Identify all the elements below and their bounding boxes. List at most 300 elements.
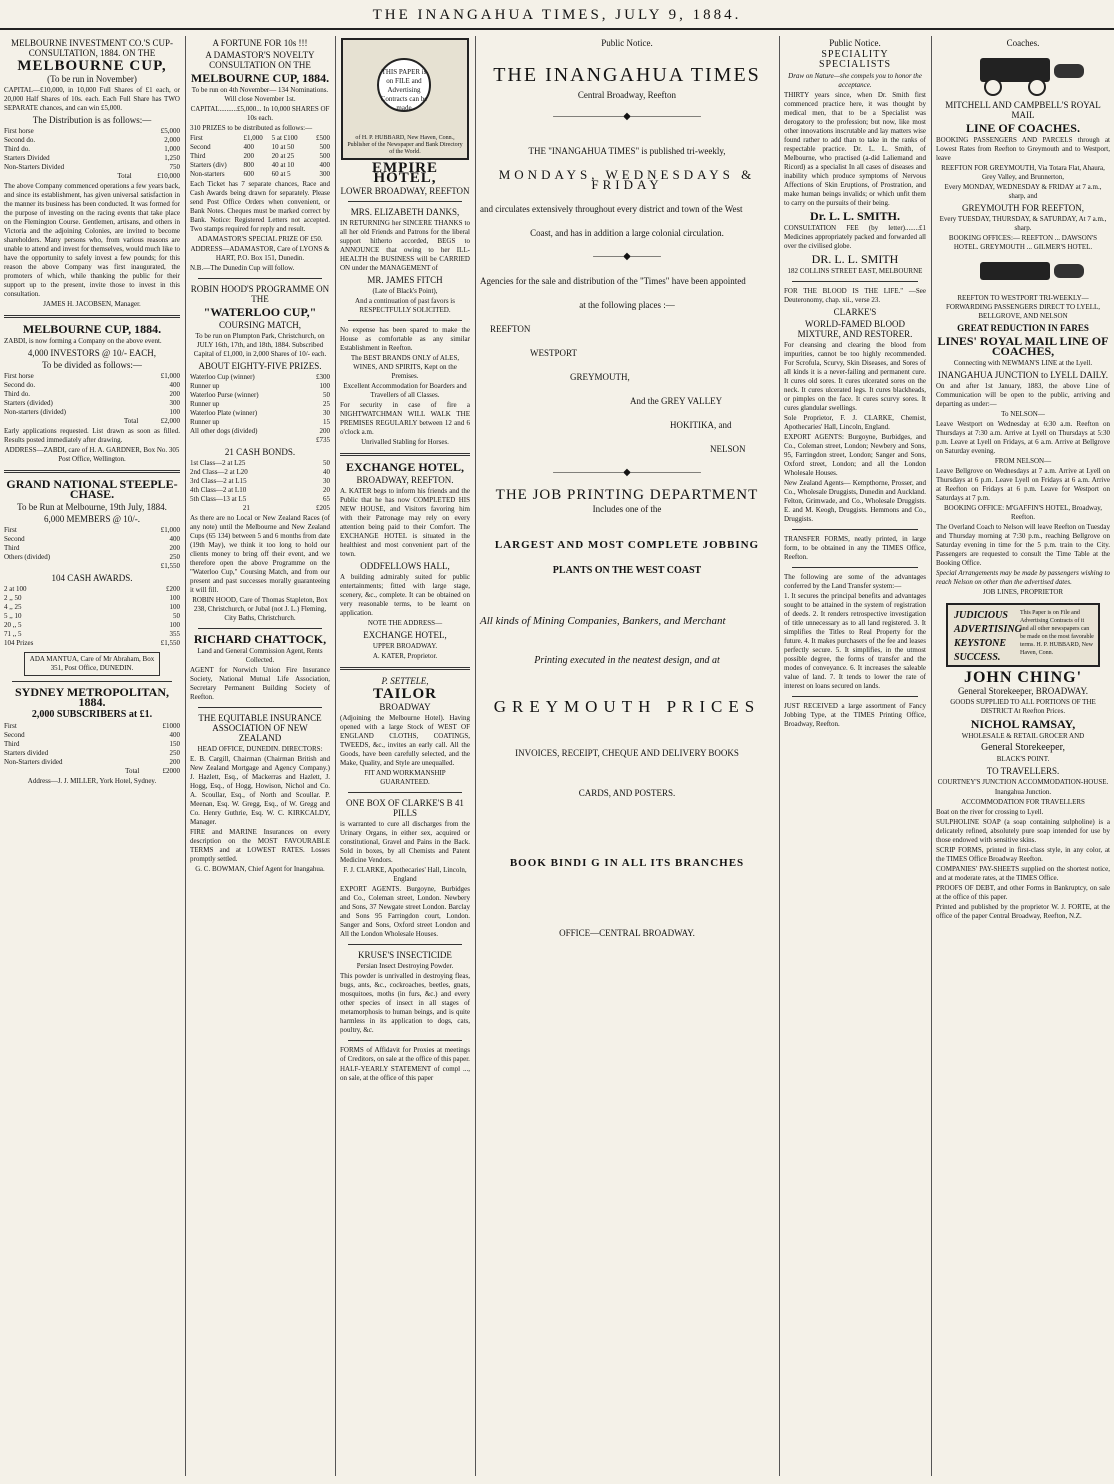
table-cell: First xyxy=(4,526,17,534)
oddfellows-body: A building admirably suited for public entertainments; fitted with large stage, scenery, &c., complete. It can be obtained on very reasonable terms, to be learnt on application. xyxy=(340,573,470,617)
largest-jobbing: LARGEST AND MOST COMPLETE JOBBING xyxy=(494,539,760,551)
table-cell: 250 xyxy=(169,749,180,757)
consultation-intro: MELBOURNE INVESTMENT CO.'S CUP-CONSULTATION, 1884. ON THE xyxy=(11,38,173,58)
cash-awards-heading: 104 CASH AWARDS. xyxy=(51,573,133,583)
sulpholine-soap: SULPHOLINE SOAP (a soap containing sulpholine) is a delicately refined, absolutely pure soap intended for use by those endowed with sensitive skins. xyxy=(936,818,1110,844)
table-cell: 400 xyxy=(169,535,180,543)
table-cell: Non-starters xyxy=(190,170,225,178)
directors-list: E. B. Cargill, Chairman (Chairman British and New Zealand Mortgage and Agency Company.) J. Hazlett, Esq., of Mackerras and Hazlett, J. Hogg, Esq., of Hogg, Howison, Nichol and Co. A. Scoullar, Esq., of North and Scoullar. P. Meenan, Esq. W. Gregg, Esq., of W. Gregg and Co. Henry Guthrie, Esq. W. C. KIRKCALDY, Manager. xyxy=(190,755,330,826)
table-row xyxy=(190,459,330,468)
equitable-heading: THE EQUITABLE INSURANCE ASSOCIATION OF NEW ZEALAND xyxy=(198,713,322,743)
dr-smith-address: 182 COLLINS STREET EAST, MELBOURNE xyxy=(787,267,923,275)
table-cell: 50 xyxy=(173,612,180,620)
table-row xyxy=(4,399,180,408)
table-cell: 104 Prizes xyxy=(4,639,34,647)
table-cell: 60 at 5 xyxy=(271,170,291,178)
table-cell: 200 xyxy=(319,427,330,435)
table-cell: £1,550 xyxy=(160,562,180,570)
blood-cures: For cleansing and clearing the blood from impurities, cannot be too highly recommended. For Scrofula, Scurvy, Skin Diseases, and Sores of all kinds it is a never-failing and permanent cure. It cures old sores. It cures ulcerated sores on the neck. It cures ulcerated legs. It cures blackheads, or pimples on the face. It cures scurvy sores. It cures glandular swellings. xyxy=(784,341,926,412)
table-cell: 30 xyxy=(323,409,330,417)
adamastor-address: ADDRESS—ADAMASTOR, Care of LYONS & HART, P.O. Box 151, Dunedin. xyxy=(190,245,330,262)
seal-caption: of H. P. HUBBARD, New Haven, Conn., Publisher of the Newspaper and Bank Directory of the World. xyxy=(347,135,463,155)
includes-text: Includes one of the xyxy=(592,504,662,514)
table-cell: 300 xyxy=(319,170,330,178)
public-notice-label: Public Notice. xyxy=(829,38,881,48)
divider xyxy=(198,628,322,629)
grand-national-prizes xyxy=(4,526,180,571)
cash-bonds-heading: 21 CASH BONDS. xyxy=(224,447,296,457)
table-cell: £500 xyxy=(316,134,330,142)
column-2 xyxy=(186,36,334,1476)
fitch-name: MR. JAMES FITCH xyxy=(367,275,443,285)
circulation-text: and circulates extensively throughout every district and town of the West xyxy=(480,204,743,214)
tickets-text: Each Ticket has 7 separate chances, Race and Cash Awards being drawn for separately. Please send Post Office Orders when convenient, or Bank Notes. Cheques must be marked correct by Bank. Notice: Registered Letters not accepted. Two stamps required for reply and result. xyxy=(190,180,330,233)
booking-offices: BOOKING OFFICES:— REEFTON ... DAWSON'S HOTEL. GREYMOUTH ... GILMER'S HOTEL. xyxy=(948,234,1098,251)
sydney-prizes xyxy=(4,722,180,776)
john-ching-name: JOHN CHING' xyxy=(963,669,1083,686)
greymouth-for-reefton: GREYMOUTH FOR REEFTON, xyxy=(961,203,1085,213)
clarke-proprietor: F. J. CLARKE, Apothecaries' Hall, Lincoln, England xyxy=(343,866,467,883)
table-cell: 65 xyxy=(323,495,330,503)
courtney-junction: COURTNEY'S JUNCTION ACCOMMODATION-HOUSE. xyxy=(937,778,1109,786)
table-cell: Third xyxy=(4,740,20,748)
table-row xyxy=(4,136,180,145)
table-cell: Total xyxy=(125,767,140,775)
table-cell: £1,000 xyxy=(160,372,180,380)
greymouth-prices: GREYMOUTH PRICES xyxy=(493,697,761,716)
divider xyxy=(340,453,470,456)
table-row xyxy=(190,495,330,504)
table-row xyxy=(4,630,180,639)
ornament-rule: ———◆——— xyxy=(593,251,661,262)
after-date: On and after 1st January, 1883, the above Line of Communication will be open to the public, arriving and departing as under:— xyxy=(936,382,1110,408)
cards-text: CARDS, AND POSTERS. xyxy=(578,788,676,798)
table-row xyxy=(4,585,180,594)
column-3 xyxy=(336,36,474,1476)
brands-text: The BEST BRANDS ONLY of ALES, WINES, AND SPIRITS, Kept on the Premises. xyxy=(350,354,460,380)
place-greymouth: GREYMOUTH, xyxy=(570,372,630,382)
table-row xyxy=(190,143,330,152)
table-cell: Second do. xyxy=(4,381,36,389)
table-cell: 100 xyxy=(169,621,180,629)
table-row xyxy=(4,145,180,154)
zabdi-intro: ZABDI, is now forming a Company on the above event. xyxy=(4,337,162,345)
sydney-heading: SYDNEY METROPOLITAN, 1884. xyxy=(14,685,169,709)
divider xyxy=(792,281,918,282)
table-cell: 200 xyxy=(169,758,180,766)
coursing-heading: COURSING MATCH, xyxy=(218,320,301,330)
exchange-hotel-sub: BROADWAY, REEFTON. xyxy=(356,475,454,485)
table-row xyxy=(4,163,180,172)
table-cell: Starters (divided) xyxy=(4,399,53,407)
hubbard-seal-logo xyxy=(341,38,469,160)
blood-mixture: WORLD-FAMED BLOOD MIXTURE, AND RESTORER. xyxy=(797,319,913,339)
table-cell: 5 at £100 xyxy=(271,134,298,142)
kater-proprietor: A. KATER, Proprietor. xyxy=(372,652,438,660)
triweekly-text: THE "INANGAHUA TIMES" is published tri-weekly, xyxy=(528,146,726,156)
place-reefton: REEFTON xyxy=(490,324,531,334)
wholesale-grocer: WHOLESALE & RETAIL GROCER AND xyxy=(961,732,1085,740)
table-row xyxy=(4,535,180,544)
table-row xyxy=(4,372,180,381)
seal-circle: THIS PAPER is on FILE and Advertising Contracts can be made xyxy=(377,58,431,112)
kinds-text: All kinds of Mining Companies, Bankers, and Merchant xyxy=(480,615,726,627)
table-cell: £1000 xyxy=(162,722,180,730)
scrip-forms: SCRIP FORMS, printed in first-class style, in any color, at the TIMES Office Broadway Reefton. xyxy=(936,846,1110,863)
table-cell: Second xyxy=(4,535,25,543)
table-cell: Second xyxy=(190,143,211,151)
agent-text: AGENT for Norwich Union Fire Insurance Society, National Mutual Life Association, Secretary Permanent Building Society of Reefton. xyxy=(190,666,330,701)
table-row xyxy=(190,477,330,486)
table-cell: 5 ,, 10 xyxy=(4,612,22,620)
table-cell: 2 at 100 xyxy=(4,585,27,593)
special-arrangements: Special Arrangements may be made by passengers wishing to reach Nelson on other than the advertised dates. xyxy=(936,569,1110,586)
line-of-coaches: LINE OF COACHES. xyxy=(966,121,1080,135)
oddfellows-hall: ODDFELLOWS HALL, xyxy=(360,561,450,571)
booking-office: BOOKING OFFICE: M'GAFFIN'S HOTEL, Broadway, Reefton. xyxy=(943,504,1102,521)
coaches-label: Coaches. xyxy=(1006,38,1040,48)
kruse-body: This powder is unrivalled in destroying fleas, bugs, ants, &c., cockroaches, beetles, gnats, mosquitoes, moths (in furs, &c.) and every other species of insect in all stages of metamorphosis to human beings, and is quite harmless in its application to dogs, cats, poultry, &c. xyxy=(340,972,470,1034)
table-cell: £1,000 xyxy=(243,134,263,142)
export-agents: EXPORT AGENTS. Burgoyne, Burbidges and Co., Coleman street, London. Newbery and Sons, 37 Newgate street London. Barclay and Sons 95 Farringdon court, London. Sanger and Sons, Oxford street London and All the London Wholesale Houses. xyxy=(340,885,470,938)
fitch-sub: (Late of Black's Point), xyxy=(372,287,438,295)
kruse-heading: KRUSE'S INSECTICIDE xyxy=(358,950,452,960)
divider xyxy=(198,278,322,279)
table-cell: Total xyxy=(124,417,139,425)
table-cell: 5th Class—13 at L5 xyxy=(190,495,247,503)
table-cell: Runner up xyxy=(190,382,220,390)
table-row xyxy=(4,722,180,731)
pills-heading: ONE BOX OF CLARKE'S B 41 PILLS xyxy=(346,798,464,818)
coast-text: Coast, and has in addition a large colonial circulation. xyxy=(530,228,724,238)
table-cell: 25 xyxy=(323,400,330,408)
overland-coach: The Overland Coach to Nelson will leave Reefton on Tuesday and Thursday morning at 7:30 p.m., reaching Bellgrove on Saturday evening in time for the 5 p.m. train to the City. Passengers are requested to consult the Time Table at the Booking Office. xyxy=(936,523,1110,567)
table-cell: £2,000 xyxy=(160,417,180,425)
table-cell: 100 xyxy=(169,603,180,611)
table-cell: Total xyxy=(117,172,132,180)
just-received: JUST RECEIVED a large assortment of Fancy Jobbing Type, at the TIMES Printing Office, Broadway, Reefton. xyxy=(784,702,926,728)
table-row xyxy=(190,468,330,477)
divider xyxy=(198,707,322,708)
land-transfer-heading: The following are some of the advantages conferred by the Land Transfer system:— xyxy=(784,573,926,590)
table-cell: First horse xyxy=(4,127,34,135)
distribution-heading: The Distribution is as follows:— xyxy=(32,115,152,125)
table-row xyxy=(4,172,180,181)
fare-reduction: GREAT REDUCTION IN FARES xyxy=(957,323,1089,333)
table-cell: 100 xyxy=(169,594,180,602)
table-cell: Waterloo Cup (winner) xyxy=(190,373,255,381)
table-cell: Non-Starters divided xyxy=(4,758,63,766)
imprint: Printed and published by the proprietor W. J. FORTE, at the office of the paper Central Broadway, Reefton, N.Z. xyxy=(936,903,1110,920)
table-cell: £200 xyxy=(166,585,180,593)
capital-text: CAPITAL—£10,000, in 10,000 Full Shares of £1 each, or 20,000 Half Shares of 10s. each. Each Full Share has TWO SEPARATE chances, and can win £5,000. xyxy=(4,86,180,112)
invoices-text: INVOICES, RECEIPT, CHEQUE AND DELIVERY BOOKS xyxy=(515,748,739,758)
reefton-to-greymouth: REEFTON FOR GREYMOUTH, Via Totara Flat, Ahaura, Grey Valley, and Brunnerton, xyxy=(941,164,1105,181)
damastor-prize-table xyxy=(190,134,330,179)
stagecoach-illustration xyxy=(958,258,1088,288)
damastor-prizes-heading: 310 PRIZES to be distributed as follows:— xyxy=(190,124,313,132)
coach-horses xyxy=(1054,264,1084,278)
job-lines: JOB LINES, PROPRIETOR xyxy=(982,588,1064,596)
plants-text: PLANTS ON THE WEST COAST xyxy=(552,565,702,576)
danks-body: IN RETURNING her SINCERE THANKS to all her old Friends and Patrons for the liberal support hitherto accorded, BEGS to ANNOUNCE that owing to her ILL-HEALTH the BUSINESS will be CARRIED ON under the MANAGEMENT of xyxy=(340,219,470,272)
coach-body xyxy=(980,262,1050,280)
table-cell: 1,250 xyxy=(164,154,180,162)
table-cell: 400 xyxy=(243,143,255,151)
table-cell: 150 xyxy=(169,740,180,748)
dr-smith-name: Dr. L. L. SMITH. xyxy=(810,209,900,223)
table-cell: Waterloo Plate (winner) xyxy=(190,409,258,417)
nz-agents: New Zealand Agents— Kempthorne, Prosser, and Co., Wholesale Druggists, Dunedin and Auckland. Felton, Grimwade, and Co., Wholesale Druggists. E. and M. Keogh, Druggists. Hemmons and Co., Druggists. xyxy=(784,479,926,523)
paper-address: Central Broadway, Reefton xyxy=(577,90,677,100)
empire-hotel-title: EMPIRE HOTEL, xyxy=(372,160,438,186)
waterloo-run: To be run on Plumpton Park, Christchurch, on JULY 16th, 17th, and 18th, 1884. Subscribed Capital of £1,000, in 2,000 Shares of 10/- each. xyxy=(193,332,327,358)
signature: JAMES H. JACOBSEN, Manager. xyxy=(43,300,141,308)
distribution-table xyxy=(4,127,180,181)
table-row xyxy=(4,381,180,390)
lines-royal-mail: LINES' ROYAL MAIL LINE OF COACHES, xyxy=(937,334,1109,358)
table-row xyxy=(4,127,180,136)
grand-national-sub: To be Run at Melbourne, 19th July, 1884. xyxy=(17,502,167,512)
note-address: NOTE THE ADDRESS— xyxy=(367,619,443,627)
members: 6,000 MEMBERS @ 10/-. xyxy=(43,514,141,524)
paper-title: THE INANGAHUA TIMES xyxy=(493,64,761,86)
table-cell: 2,000 xyxy=(164,136,180,144)
ada-mantua-box: ADA MANTUA, Care of Mr Abraham, Box 351, Post Office, DUNEDIN. xyxy=(24,652,160,676)
exchange-hotel-title: EXCHANGE HOTEL, xyxy=(345,460,465,474)
run-date: (To be run in November) xyxy=(47,74,137,84)
table-row xyxy=(4,553,180,562)
table-cell: Non-starters (divided) xyxy=(4,408,67,416)
table-row xyxy=(190,170,330,179)
upper-broadway: UPPER BROADWAY. xyxy=(372,642,438,650)
stabling-text: Unrivalled Stabling for Horses. xyxy=(361,438,449,446)
table-cell: 200 xyxy=(243,152,255,160)
settele-broadway: BROADWAY xyxy=(379,702,431,712)
places-intro: at the following places :— xyxy=(579,300,675,310)
divided-heading: To be divided as follows:— xyxy=(42,360,142,370)
table-cell: 20 at 25 xyxy=(271,152,295,160)
bowman-signature: G. C. BOWMAN, Chief Agent for Inangahua. xyxy=(195,865,325,873)
table-cell: 200 xyxy=(169,544,180,552)
subscribers: 2,000 SUBSCRIBERS at £1. xyxy=(31,709,153,720)
junction-daily: INANGAHUA JUNCTION to LYELL DAILY. xyxy=(938,370,1108,380)
chattock-sub: Land and General Commission Agent, Rents Collected. xyxy=(197,647,323,664)
table-cell: 20 ,, 5 xyxy=(4,621,22,629)
column-1 xyxy=(0,36,184,1476)
about-prizes: ABOUT EIGHTY-FIVE PRIZES. xyxy=(198,361,322,371)
table-row xyxy=(190,427,330,436)
place-nelson: NELSON xyxy=(710,444,746,454)
divider xyxy=(340,667,470,670)
specialists-heading: SPECIALITY SPECIALISTS xyxy=(818,49,892,70)
exchange-hotel-repeat: EXCHANGE HOTEL, xyxy=(363,630,447,640)
table-row xyxy=(4,417,180,426)
clarke-export: EXPORT AGENTS: Burgoyne, Burbidges, and Co., Coleman street, London; Newbery and Sons, 95, Farringdon street, London; Sanger and Sons, Oxford street, London; and all the London Wholesale Houses. xyxy=(784,433,926,477)
accommodation-travellers: ACCOMMODATION FOR TRAVELLERS xyxy=(961,798,1085,806)
table-cell: 40 xyxy=(323,468,330,476)
table-row xyxy=(190,436,330,445)
table-row xyxy=(4,594,180,603)
fortune-heading: A FORTUNE FOR 10s !!! xyxy=(212,38,308,48)
melbourne-cup-title: MELBOURNE CUP, xyxy=(17,58,167,74)
divider xyxy=(792,529,918,530)
table-cell: All other dogs (divided) xyxy=(190,427,258,435)
office-text: OFFICE—CENTRAL BROADWAY. xyxy=(559,928,695,938)
table-cell: 100 xyxy=(169,408,180,416)
to-nelson-label: To NELSON— xyxy=(1001,410,1045,418)
robin-hood-body: As there are no Local or New Zealand Races (of any note) until the Melbourne and New Zealand Cups (65 134) between 5 and 6 months from date (19th May), we think it too long to hold our clients money to bring off their event, and we therefore open the above Programme on the "Waterloo Cup," Coursing Match, and from our present and past successes morally guaranteeing it will fill. xyxy=(190,514,330,594)
table-cell: 21 xyxy=(242,504,250,512)
cash-awards-table xyxy=(4,585,180,648)
divider xyxy=(348,792,462,793)
departure-days: Every MONDAY, WEDNESDAY & FRIDAY at 7 a.m., sharp, and xyxy=(944,183,1102,200)
table-cell: 800 xyxy=(243,161,255,169)
bookbinding-text: BOOK BINDI G IN ALL ITS BRANCHES xyxy=(509,857,745,869)
land-transfer-list: 1. It secures the principal benefits and advantages sought to be attained in the system of registration of deeds. 2. It renders retrospective investigation of title unnecessary as to all land registered. 3. It simplifies the Titles to Real Property for the future. 4. It makes purchasers of the fee and leases perfectly secure. 5. It simplifies, in the utmost possible degree, the forms of transfer and the modes of conveyance. 6. It increases the saleable value of land. 7. It tends to lower the rate of interest on loans secured on lands. xyxy=(784,592,926,690)
divider xyxy=(348,1040,462,1041)
divider xyxy=(792,696,918,697)
place-hokitika: HOKITIKA, and xyxy=(670,420,732,430)
expense-text: No expense has been spared to make the House as comfortable as any similar Establishment in Reefton. xyxy=(340,326,470,352)
table-cell: £300 xyxy=(316,373,330,381)
masthead: THE INANGAHUA TIMES, JULY 9, 1884. xyxy=(0,0,1114,30)
miller-address: Address—J. J. MILLER, York Hotel, Sydney. xyxy=(27,777,157,785)
table-cell: £735 xyxy=(316,436,330,444)
security-text: For security in case of fire a NIGHTWATCHMAN WILL WALK THE PREMISES REGULARLY between 12 and 6 o'clock a.m. xyxy=(340,401,470,436)
empire-hotel-sub: LOWER BROADWAY, REEFTON xyxy=(340,186,470,196)
transfer-forms: TRANSFER FORMS, neatly printed, in large form, to be obtained in any the TIMES Office, Reefton. xyxy=(784,535,926,561)
nb-dunedin: N.B.—The Dunedin Cup will follow. xyxy=(190,264,295,272)
table-cell: 200 xyxy=(169,390,180,398)
table-cell: Starters Divided xyxy=(4,154,50,162)
divider xyxy=(348,320,462,321)
table-cell: 4 ,, 25 xyxy=(4,603,22,611)
table-row xyxy=(190,409,330,418)
table-cell: 250 xyxy=(169,553,180,561)
place-westport: WESTPORT xyxy=(530,348,577,358)
booking-text: BOOKING PASSENGERS AND PARCELS through at Lowest Rates from Reefton to Greymouth and to Westport, leave xyxy=(936,136,1110,162)
table-cell: 15 xyxy=(323,418,330,426)
table-cell: 100 xyxy=(319,382,330,390)
fit-guaranteed: FIT AND WORKMANSHIP GUARANTEED. xyxy=(364,769,446,786)
table-cell: 50 xyxy=(323,391,330,399)
from-nelson-times: Leave Bellgrove on Wednesdays at 7 a.m. Arrive at Lyell on Thursdays at 6 p.m. Leave Lyell on Fridays at 6 a.m. Arrive at Reefton on Fridays at 6 p.m. Leave for Westport on Saturdays at 7 p.m. xyxy=(936,467,1110,502)
divider xyxy=(4,315,180,318)
table-row xyxy=(4,562,180,571)
westport-service: REEFTON TO WESTPORT TRI-WEEKLY—FORWARDING PASSENGERS DIRECT TO LYELL, BELLGROVE, AND NELSON xyxy=(945,294,1101,320)
judicious-advertising-logo xyxy=(946,603,1100,667)
judicious-wordmark: JUDICIOUS ADVERTISING KEYSTONE SUCCESS. xyxy=(954,610,1022,663)
table-cell: £205 xyxy=(316,504,330,512)
table-cell: 1,000 xyxy=(164,145,180,153)
special-prize: ADAMASTOR'S SPECIAL PRIZE OF £50. xyxy=(197,235,323,243)
column-5 xyxy=(780,36,930,1476)
coach-horses xyxy=(1054,64,1084,78)
blacks-point: BLACK'S POINT. xyxy=(996,755,1050,763)
settele-body: (Adjoining the Melbourne Hotel). Having opened with a large Stock of WEST OF ENGLAND CLOTHS, COATINGS, TWEEDS, &c., invites an early call. All the Goods, have been carefully selected, and the Make, Quality, and Style are unequalled. xyxy=(340,714,470,767)
dr-smith-name-2: DR. L. L. SMITH xyxy=(811,252,899,266)
divider xyxy=(348,944,462,945)
table-row xyxy=(4,758,180,767)
table-row xyxy=(190,486,330,495)
specialists-body: THIRTY years since, when Dr. Smith first commenced practice here, it was thought by medical men, that to be a Specialist was derogatory to the profession; but now, like most other innovations inscrutable and lay matters wise found rather to add than to take in the ranks of respectable practice. Dr. L. L. Smith, of Melbourne, who practised (a-did Laliemand and Ricord) as a specialist In all cases of diseases and inability which produce symptoms of Nervous Affections of Skin Eruptions, of Prostration, and make human beings invalids; or which unfit them to carry on the pursuits of their being. xyxy=(784,91,926,207)
column-6 xyxy=(932,36,1114,1476)
table-cell: 2nd Class—2 at L20 xyxy=(190,468,248,476)
table-cell: 500 xyxy=(319,152,330,160)
damastor-title: MELBOURNE CUP, 1884. xyxy=(190,71,330,85)
table-cell: Second do. xyxy=(4,136,36,144)
consultation-fee: CONSULTATION FEE (by letter)........£1 Medicines appropriately packed and forwarded all over the civilised globe. xyxy=(784,224,926,250)
table-cell: 20 xyxy=(323,486,330,494)
table-row xyxy=(190,373,330,382)
printing-text: Printing executed in the neatest design, and at xyxy=(534,655,720,666)
clarke-heading: CLARKE'S xyxy=(833,307,877,317)
table-row xyxy=(4,390,180,399)
divider xyxy=(348,201,462,202)
coach-wheel xyxy=(984,78,1002,96)
goods-supplied: GOODS SUPPLIED TO ALL PORTIONS OF THE DISTRICT At Reefton Prices. xyxy=(950,698,1096,715)
table-cell: 1st Class—2 at L25 xyxy=(190,459,246,467)
table-cell: 2 ,, 50 xyxy=(4,594,22,602)
zabdi-address: ADDRESS—ZABDI, care of H. A. GARDNER, Box No. 305 Post Office, Wellington. xyxy=(4,446,180,463)
general-storekeeper: General Storekeeper, xyxy=(981,742,1065,753)
table-cell: 400 xyxy=(319,161,330,169)
table-cell: 300 xyxy=(169,399,180,407)
table-cell: First xyxy=(4,722,17,730)
nichol-ramsay: NICHOL RAMSAY, xyxy=(970,717,1076,731)
danks-name: MRS. ELIZABETH DANKS, xyxy=(350,207,460,217)
robin-hood-address: ROBIN HOOD, Care of Thomas Stapleton, Box 238, Christchurch, or Jubal (not J. L.) Fleming, City Baths, Christchurch. xyxy=(192,596,328,622)
table-row xyxy=(190,504,330,513)
inangahua-junction: Inangahua Junction. xyxy=(994,788,1052,796)
agencies-text: Agencies for the sale and distribution of the "Times" have been appointed xyxy=(480,276,746,286)
mitchell-campbell: MITCHELL AND CAMPBELL'S ROYAL MAIL xyxy=(945,100,1101,120)
table-row xyxy=(4,603,180,612)
publication-days: MONDAYS, WEDNESDAYS & FRIDAY xyxy=(498,167,756,192)
table-row xyxy=(190,161,330,170)
damastor-heading: A DAMASTOR'S NOVELTY CONSULTATION ON THE xyxy=(205,50,315,70)
stagecoach-illustration xyxy=(958,54,1088,94)
public-notice-label: Public Notice. xyxy=(601,38,653,48)
table-cell: 500 xyxy=(319,143,330,151)
table-cell: £2000 xyxy=(162,767,180,775)
table-cell: £10,000 xyxy=(157,172,180,180)
pills-body: is warranted to cure all discharges from the Urinary Organs, in either sex, acquired or constitutional, Gravel and Pains in the Back. Sold in boxes, by all Chemists and Patent Medicine Vendors. xyxy=(340,820,470,864)
to-travellers: TO TRAVELLERS. xyxy=(986,766,1060,776)
melbourne-cup-1884-title: MELBOURNE CUP, 1884. xyxy=(22,322,162,336)
table-cell: 50 xyxy=(323,459,330,467)
table-cell: First horse xyxy=(4,372,34,380)
divider xyxy=(4,470,180,473)
affidavit-forms: FORMS of Affidavit for Proxies at meetings of Creditors, on sale at the office of this paper. xyxy=(340,1046,470,1063)
head-office: HEAD OFFICE, DUNEDIN. DIRECTORS: xyxy=(197,745,323,753)
table-cell: £5,000 xyxy=(160,127,180,135)
table-cell: Others (divided) xyxy=(4,553,51,561)
table-cell: £1,000 xyxy=(160,526,180,534)
table-cell: Runner up xyxy=(190,418,220,426)
table-row xyxy=(4,740,180,749)
table-cell: Third do. xyxy=(4,390,31,398)
tailor-heading: TAILOR xyxy=(372,686,438,702)
table-row xyxy=(4,639,180,648)
table-row xyxy=(4,731,180,740)
place-grey-valley: And the GREY VALLEY xyxy=(630,396,723,406)
table-cell: Second xyxy=(4,731,25,739)
table-cell: Non-Starters Divided xyxy=(4,163,65,171)
john-ching-sub: General Storekeeper, BROADWAY. xyxy=(957,686,1089,696)
specialists-tagline: Draw on Nature—she compels you to honor the acceptance. xyxy=(788,72,922,89)
